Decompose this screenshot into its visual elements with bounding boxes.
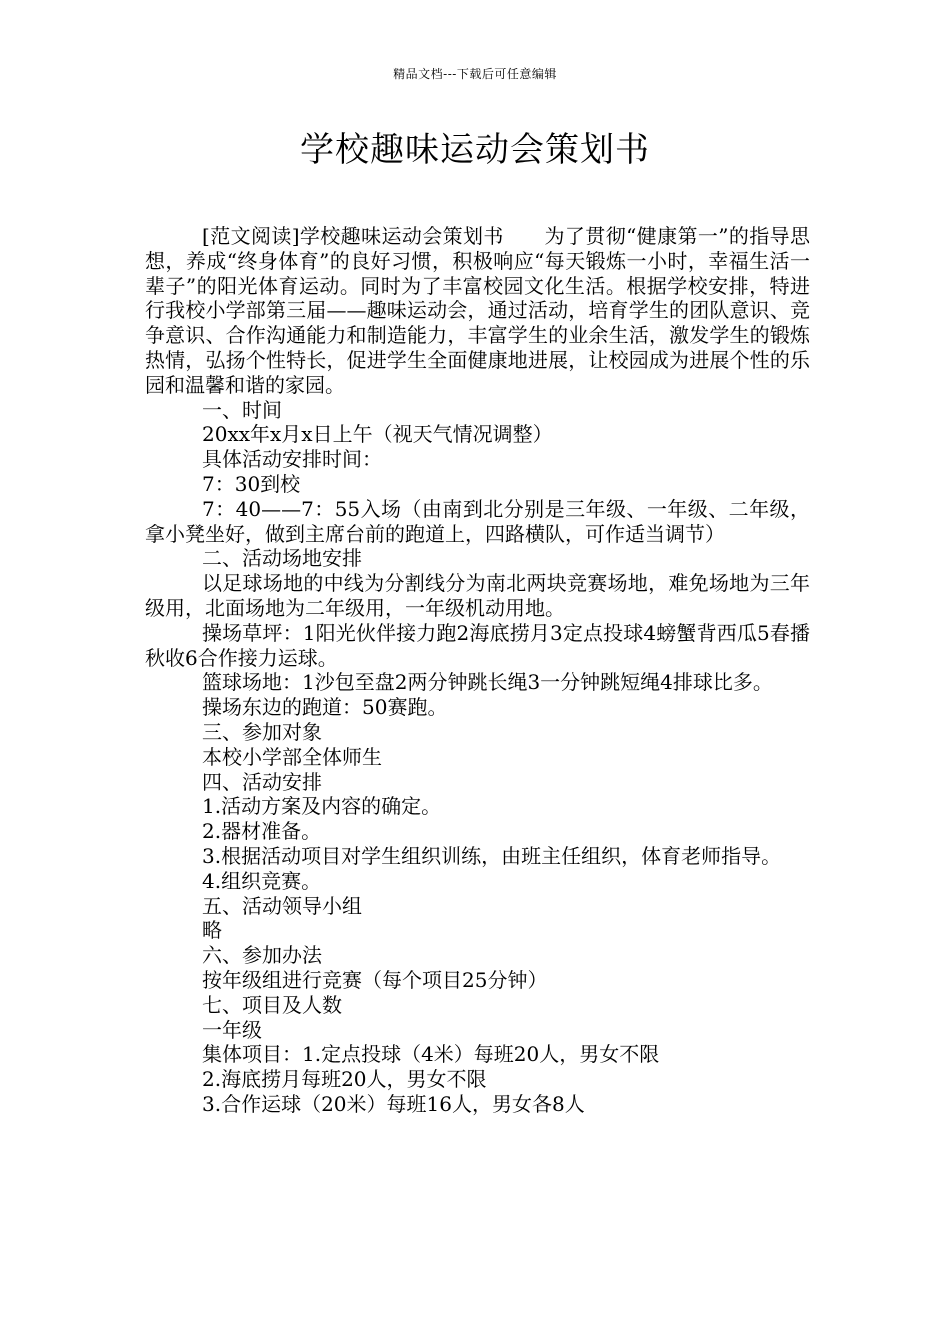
- paragraph: 按年级组进行竞赛（每个项目25分钟）: [202, 967, 548, 992]
- list-item: 3.根据活动项目对学生组织训练，由班主任组织，体育老师指导。: [202, 843, 782, 868]
- paragraph: 操场草坪：1阳光伙伴接力跑2海底捞月3定点投球4螃蟹背西瓜5春播秋收6合作接力运球。: [145, 620, 810, 670]
- header-note: 精品文档---下载后可任意编辑: [393, 67, 557, 81]
- document-body: [145, 224, 810, 1117]
- paragraph: 20xx年x月x日上午（视天气情况调整）: [202, 422, 553, 447]
- paragraph: 7：40——7：55入场（由南到北分别是三年级、一年级、二年级，拿小凳坐好，做到主席台前的跑道上，四路横队，可作适当调节）: [145, 496, 810, 546]
- list-item: 2.器材准备。: [202, 819, 322, 844]
- paragraph: 略: [202, 918, 222, 943]
- paragraph: 以足球场地的中线为分割线分为南北两块竞赛场地，难免场地为三年级用，北面场地为二年级用，一年级机动用地。: [145, 571, 810, 620]
- paragraph: 一年级: [202, 1017, 262, 1042]
- paragraph: 操场东边的跑道：50赛跑。: [202, 695, 448, 720]
- list-item: 集体项目：1.定点投球（4米）每班20人，男女不限: [202, 1042, 660, 1067]
- section-heading-events: 七、项目及人数: [202, 992, 342, 1017]
- paragraph: 7：30到校: [202, 471, 301, 496]
- section-heading-method: 六、参加办法: [202, 943, 322, 968]
- section-heading-participants: 三、参加对象: [202, 719, 322, 744]
- paragraph: 具体活动安排时间：: [202, 447, 382, 472]
- section-heading-leadership: 五、活动领导小组: [202, 893, 362, 918]
- document-title: 学校趣味运动会策划书: [300, 130, 650, 170]
- section-heading-time: 一、时间: [202, 397, 282, 422]
- list-item: 2.海底捞月每班20人，男女不限: [202, 1067, 487, 1092]
- list-item: 1.活动方案及内容的确定。: [202, 794, 442, 819]
- paragraph: 本校小学部全体师生: [202, 744, 382, 769]
- intro-paragraph: [范文阅读]学校趣味运动会策划书 为了贯彻“健康第一”的指导思想，养成“终身体育”的良好习惯，积极响应“每天锻炼一小时，幸福生活一辈子”的阳光体育运动。同时为了丰富校园文化生活。根据学校安排，特进行我校小学部第三届——趣味运动会，通过活动，培育学生的团队意识、竞争意识、合作沟通能力和制造能力，丰富学生的业余生活，激发学生的锻炼热情，弘扬个性特长，促进学生全面健康地进展，让校园成为进展个性的乐园和温馨和谐的家园。: [145, 224, 810, 397]
- list-item: 3.合作运球（20米）每班16人，男女各8人: [202, 1091, 585, 1116]
- section-heading-venue: 二、活动场地安排: [202, 546, 362, 571]
- list-item: 4.组织竞赛。: [202, 868, 322, 893]
- section-heading-arrangement: 四、活动安排: [202, 769, 322, 794]
- paragraph: 篮球场地：1沙包至盘2两分钟跳长绳3一分钟跳短绳4排球比多。: [202, 670, 773, 695]
